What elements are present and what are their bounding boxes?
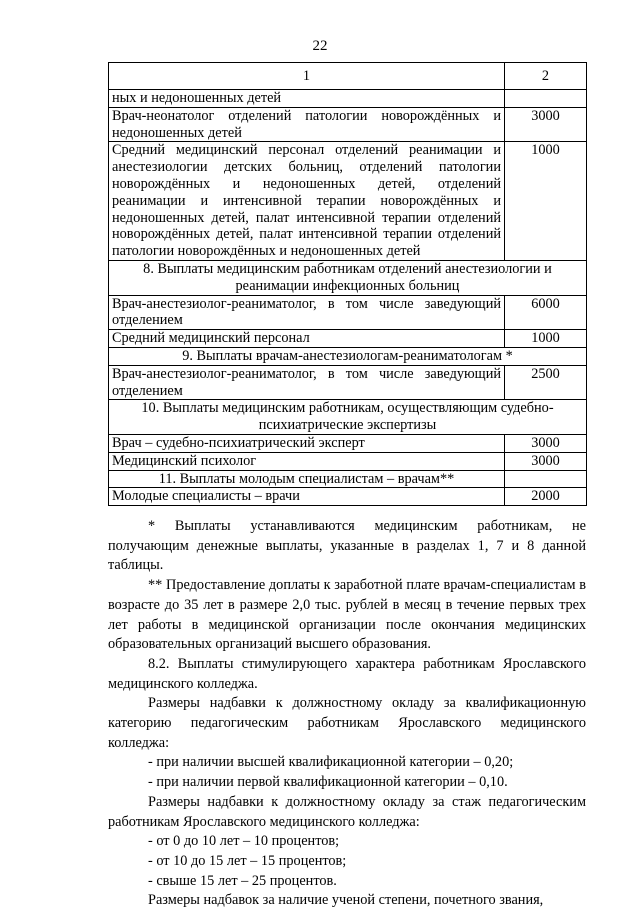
table-row [109, 142, 587, 261]
position-name: Врач-анестезиолог-реаниматолог, в том числе заведующий отделением [109, 295, 505, 330]
position-name: Врач-неонатолог отделений патологии новорождённых и недоношенных детей [109, 107, 505, 142]
payments-table [108, 62, 587, 506]
payment-amount: 3000 [505, 107, 587, 142]
column-number-1: 1 [109, 63, 505, 90]
list-item: - при наличии высшей квалификационной категории – 0,20; [148, 754, 514, 771]
payment-amount: 1000 [505, 330, 587, 348]
section-header-row [109, 470, 587, 488]
payment-amount: 3000 [505, 452, 587, 470]
table-row [109, 90, 587, 108]
list-item: - от 10 до 15 лет – 15 процентов; [148, 852, 347, 869]
paragraph: Размеры надбавок за наличие ученой степени, почетного звания, [148, 892, 544, 909]
position-name: ных и недоношенных детей [109, 90, 505, 108]
paragraph: Размеры надбавки к должностному окладу за квалификационную категорию педагогическим работникам Ярославского медицинского колледжа: [108, 695, 586, 751]
list-item: - свыше 15 лет – 25 процентов. [148, 872, 337, 889]
section-title: 8. Выплаты медицинским работникам отделений анестезиологии и реанимации инфекционных больниц [109, 260, 587, 295]
paragraph: Размеры надбавки к должностному окладу за стаж педагогическим работникам Ярославского медицинского колледжа: [108, 793, 586, 830]
payment-amount: 1000 [505, 142, 587, 261]
table-row [109, 488, 587, 506]
section-title: 11. Выплаты молодым специалистам – врачам** [109, 470, 505, 488]
list-item: - от 0 до 10 лет – 10 процентов; [148, 833, 340, 850]
section-title: 9. Выплаты врачам-анестезиологам-реаниматологам * [109, 347, 587, 365]
position-name: Средний медицинский персонал отделений реанимации и анестезиологии детских больниц, отделений патологии новорождённых и недоношенных детей, отделений реанимации и интенсивной терапии новорождённых и недоношенных детей, палат интенсивной терапии отделений новорождённых детей, палат интенсивной терапии отделений патологии новорождённых и недоношенных детей [109, 142, 505, 261]
payment-amount [505, 470, 587, 488]
section-title: 10. Выплаты медицинским работникам, осуществляющим судебно-психиатрические экспертизы [109, 400, 587, 435]
position-name: Врач-анестезиолог-реаниматолог, в том числе заведующий отделением [109, 365, 505, 400]
payment-amount: 6000 [505, 295, 587, 330]
section-header-row [109, 400, 587, 435]
list-item: - при наличии первой квалификационной категории – 0,10. [148, 774, 508, 791]
table-row [109, 365, 587, 400]
payment-amount: 3000 [505, 434, 587, 452]
position-name: Средний медицинский персонал [109, 330, 505, 348]
position-name: Врач – судебно-психиатрический эксперт [109, 434, 505, 452]
paragraph: 8.2. Выплаты стимулирующего характера работникам Ярославского медицинского колледжа. [108, 655, 586, 692]
payment-amount: 2500 [505, 365, 587, 400]
table-row [109, 107, 587, 142]
section-header-row [109, 260, 587, 295]
table-row [109, 330, 587, 348]
notes-text [108, 517, 586, 911]
section-header-row [109, 347, 587, 365]
position-name: Медицинский психолог [109, 452, 505, 470]
payment-amount: 2000 [505, 488, 587, 506]
paragraph: ** Предоставление доплаты к заработной плате врачам-специалистам в возрасте до 35 лет в размере 2,0 тыс. рублей в месяц в течение первых трех лет работы в медицинской организации после окончания медицинских образовательных организаций высшего образования. [108, 577, 586, 653]
position-name: Молодые специалисты – врачи [109, 488, 505, 506]
column-number-2: 2 [505, 63, 587, 90]
table-row [109, 295, 587, 330]
table-header-row [109, 63, 587, 90]
table-row [109, 452, 587, 470]
paragraph: * Выплаты устанавливаются медицинским работникам, не получающим денежные выплаты, указанные в разделах 1, 7 и 8 данной таблицы. [108, 518, 586, 574]
page-number: 22 [312, 38, 328, 54]
table-row [109, 434, 587, 452]
payment-amount [505, 90, 587, 108]
